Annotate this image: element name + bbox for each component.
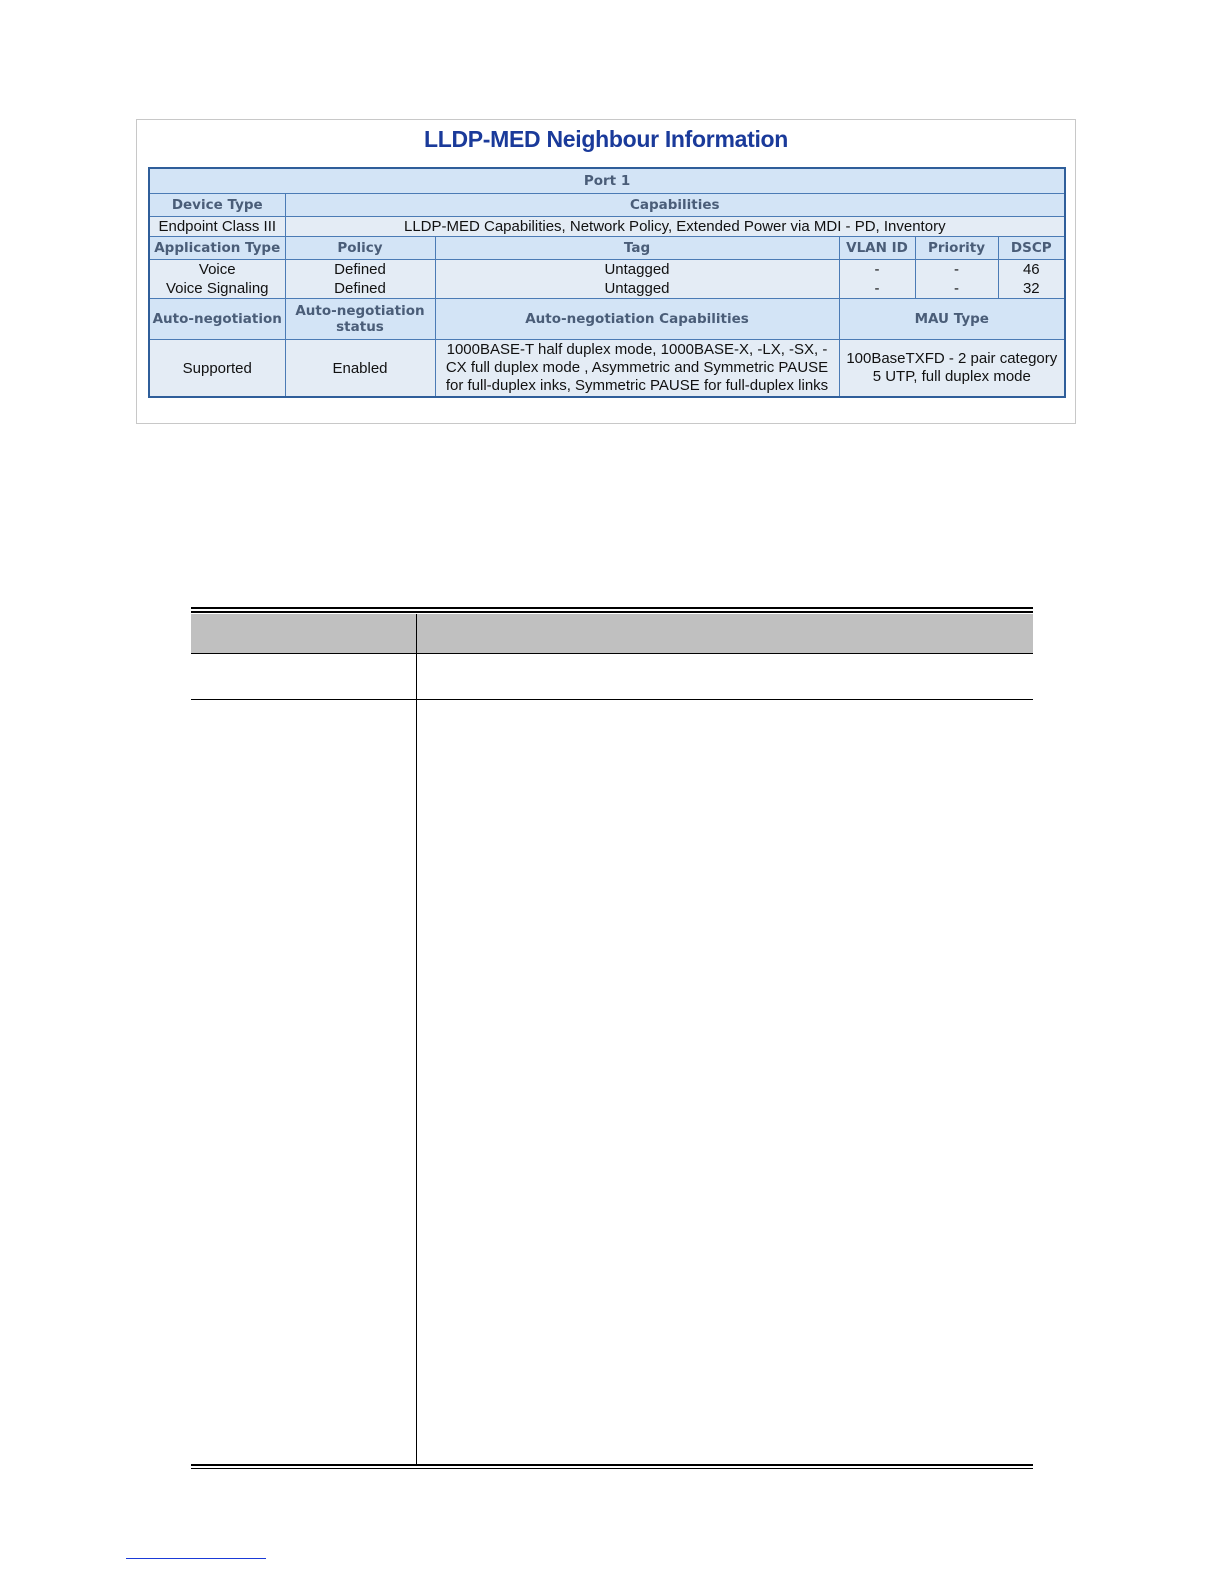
dscp-cell: 46 [998, 260, 1065, 280]
mau-type-value: 100BaseTXFD - 2 pair category 5 UTP, full duplex mode [839, 340, 1065, 398]
autoneg-capabilities-header: Auto-negotiation Capabilities [435, 299, 839, 340]
autoneg-header: Auto-negotiation [149, 299, 285, 340]
table-row [149, 279, 1065, 299]
autoneg-capabilities-value: 1000BASE-T half duplex mode, 1000BASE-X, -LX, -SX, -CX full duplex mode , Asymmetric and Symmetric PAUSE for full-duplex inks, Symmetric PAUSE for full-duplex links [435, 340, 839, 398]
table-column-divider [416, 614, 417, 1464]
footer-link-underline[interactable] [126, 1558, 266, 1559]
autoneg-status-header: Auto-negotiation status [285, 299, 435, 340]
policy-cell: Defined [285, 260, 435, 280]
application-type-cell: Voice [149, 260, 285, 280]
panel-title: LLDP-MED Neighbour Information [423, 126, 789, 152]
table-top-rule [191, 607, 1033, 609]
description-table [191, 607, 1033, 1469]
dscp-cell: 32 [998, 279, 1065, 299]
table-header-row [191, 614, 1033, 653]
tag-cell: Untagged [435, 260, 839, 280]
table-row [149, 260, 1065, 280]
policy-header: Policy [285, 237, 435, 260]
vlan-id-cell: - [839, 260, 915, 280]
lldp-med-neighbour-table [148, 167, 1066, 398]
priority-cell: - [915, 260, 998, 280]
device-type-header: Device Type [149, 194, 285, 217]
priority-cell: - [915, 279, 998, 299]
policy-cell: Defined [285, 279, 435, 299]
device-type-value: Endpoint Class III [149, 217, 285, 237]
application-type-cell: Voice Signaling [149, 279, 285, 299]
autoneg-status-value: Enabled [285, 340, 435, 398]
table-top-rule-inner [191, 611, 1033, 613]
tag-cell: Untagged [435, 279, 839, 299]
vlan-id-header: VLAN ID [839, 237, 915, 260]
table-header-divider [191, 653, 1033, 654]
port-header: Port 1 [149, 168, 1065, 194]
tag-header: Tag [435, 237, 839, 260]
autoneg-value: Supported [149, 340, 285, 398]
vlan-id-cell: - [839, 279, 915, 299]
mau-type-header: MAU Type [839, 299, 1065, 340]
table-bottom-rule [191, 1464, 1033, 1466]
application-type-header: Application Type [149, 237, 285, 260]
dscp-header: DSCP [998, 237, 1065, 260]
lldp-med-neighbour-panel [136, 119, 1076, 424]
table-bottom-rule-inner [191, 1468, 1033, 1469]
capabilities-header: Capabilities [285, 194, 1065, 217]
table-row-divider [191, 699, 1033, 700]
priority-header: Priority [915, 237, 998, 260]
capabilities-value: LLDP-MED Capabilities, Network Policy, Extended Power via MDI - PD, Inventory [285, 217, 1065, 237]
